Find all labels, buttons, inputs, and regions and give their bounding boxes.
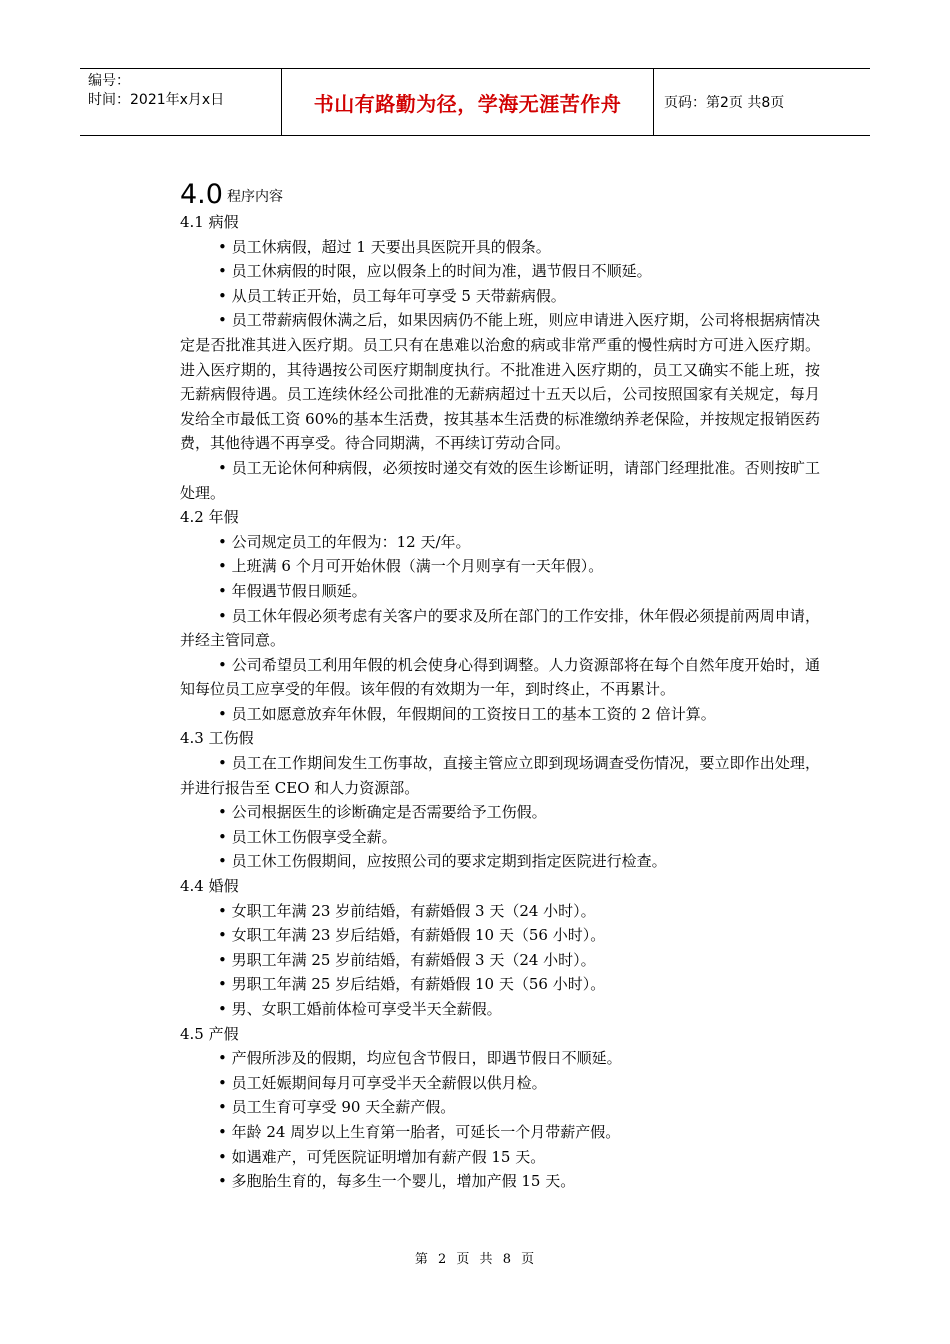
- bullet-paragraph: • 从员工转正开始，员工每年可享受 5 天带薪病假。: [218, 286, 566, 305]
- bullet-paragraph: • 男、女职工婚前体检可享受半天全薪假。: [218, 1000, 502, 1018]
- bullet-paragraph: • 年龄 24 周岁以上生育第一胎者，可延长一个月带薪产假。: [218, 1122, 621, 1141]
- bullet-paragraph: • 上班满 6 个月可开始休假（满一个月则享有一天年假）。: [218, 557, 604, 576]
- page-header: [80, 68, 870, 136]
- bullet-paragraph: • 公司规定员工的年假为：12 天/年。: [218, 532, 471, 551]
- subsection-heading: 4.5 产假: [180, 1024, 239, 1043]
- subsection-heading: 4.4 婚假: [180, 877, 239, 896]
- bullet-paragraph: • 员工休病假的时限，应以假条上的时间为准，遇节假日不顺延。: [218, 262, 652, 281]
- bullet-paragraph: • 员工带薪病假休满之后，如果因病仍不能上班，则应申请进入医疗期，公司将根据病情决定是否批准其进入医疗期。员工只有在患难以治愈的病或非常严重的慢性病时方可进入医疗期。进入医疗期的，其待遇按公司医疗期制度执行。不批准进入医疗期的，员工又确实不能上班，按无薪病假待遇。员工连续休经公司批准的无薪病超过十五天以后，公司按照国家有关规定，每月发给全市最低工资 60%的基本生活费，按其基本生活费的标准缴纳养老保险，并按规定报销医药费，其他待遇不再享受。待合同期满，不再续订劳动合同。: [180, 311, 820, 453]
- bullet-paragraph: • 员工休工伤假享受全薪。: [218, 827, 397, 846]
- bullet-paragraph: • 公司希望员工利用年假的机会使身心得到调整。人力资源部将在每个自然年度开始时，通知每位员工应享受的年假。该年假的有效期为一年，到时终止，不再累计。: [180, 655, 820, 699]
- bullet-paragraph: • 产假所涉及的假期，均应包含节假日，即遇节假日不顺延。: [218, 1049, 622, 1068]
- bullet-paragraph: • 如遇难产，可凭医院证明增加有薪产假 15 天。: [218, 1147, 546, 1166]
- subsection-heading: 4.1 病假: [180, 213, 239, 231]
- bullet-paragraph: • 年假遇节假日顺延。: [218, 581, 367, 600]
- header-meta-cell: [80, 69, 282, 135]
- bullet-paragraph: • 员工生育可享受 90 天全薪产假。: [218, 1098, 456, 1117]
- header-number-label: 编号：: [88, 73, 130, 89]
- bullet-paragraph: • 员工在工作期间发生工伤事故，直接主管应立即到现场调查受伤情况，要立即作出处理，并进行报告至 CEO 和人力资源部。: [180, 754, 820, 797]
- page-footer: 第 2 页 共 8 页: [414, 1252, 536, 1267]
- bullet-paragraph: • 员工无论休何种病假，必须按时递交有效的医生诊断证明，请部门经理批准。否则按旷工处理。: [180, 458, 820, 502]
- bullet-paragraph: • 男职工年满 25 岁后结婚，有薪婚假 10 天（56 小时）。: [218, 975, 606, 994]
- subsection-heading: 4.3 工伤假: [180, 729, 254, 748]
- document-body: [180, 168, 820, 1194]
- bullet-paragraph: • 女职工年满 23 岁后结婚，有薪婚假 10 天（56 小时）。: [218, 926, 606, 945]
- bullet-paragraph: • 员工如愿意放弃年休假，年假期间的工资按日工的基本工资的 2 倍计算。: [218, 704, 716, 723]
- bullet-paragraph: • 男职工年满 25 岁前结婚，有薪婚假 3 天（24 小时）。: [218, 950, 596, 969]
- section-content: [180, 210, 820, 1194]
- bullet-paragraph: • 女职工年满 23 岁前结婚，有薪婚假 3 天（24 小时）。: [218, 901, 596, 920]
- section-heading: [180, 168, 820, 208]
- bullet-paragraph: • 员工休工伤假期间，应按照公司的要求定期到指定医院进行检查。: [218, 852, 667, 871]
- bullet-paragraph: • 员工休年假必须考虑有关客户的要求及所在部门的工作安排，休年假必须提前两周申请，并经主管同意。: [180, 606, 820, 650]
- bullet-paragraph: • 员工休病假，超过 1 天要出具医院开具的假条。: [218, 237, 551, 256]
- bullet-paragraph: • 员工妊娠期间每月可享受半天全薪假以供月检。: [218, 1073, 547, 1092]
- bullet-paragraph: • 多胞胎生育的，每多生一个婴儿，增加产假 15 天。: [218, 1172, 576, 1191]
- header-date-label: 时间：2021年x月x日: [88, 92, 225, 108]
- bullet-paragraph: • 公司根据医生的诊断确定是否需要给予工伤假。: [218, 803, 547, 822]
- header-page-info: 页码：第2页 共8页: [664, 95, 785, 111]
- section-title: 程序内容: [226, 189, 283, 205]
- subsection-heading: 4.2 年假: [180, 508, 239, 527]
- section-number: 4.0: [180, 179, 223, 210]
- header-motto: 书山有路勤为径，学海无涯苦作舟: [282, 69, 654, 135]
